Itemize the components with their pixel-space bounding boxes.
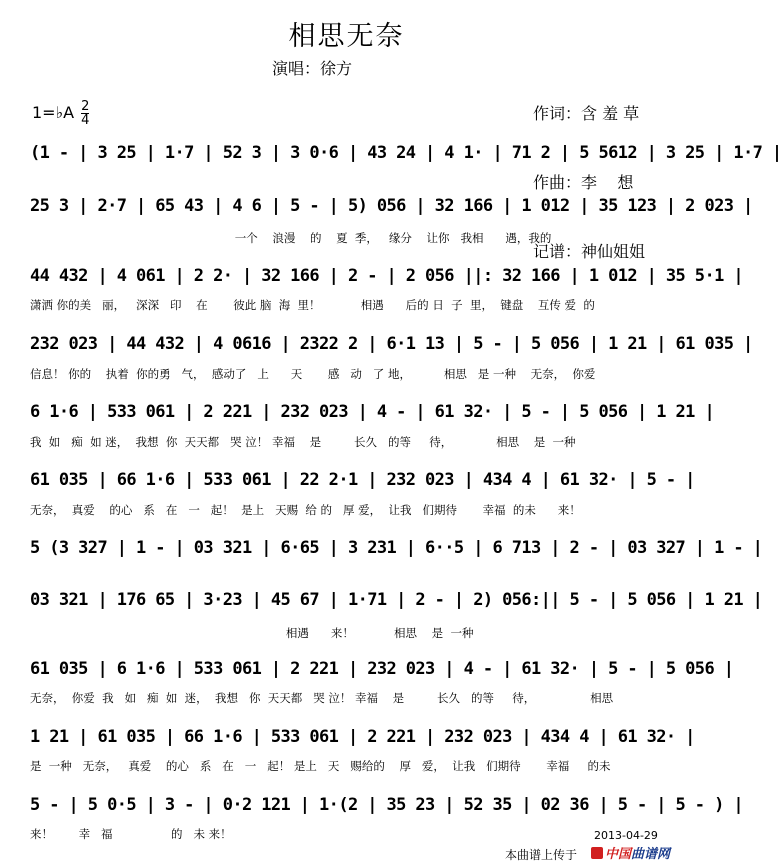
logo-text-china: 中国 bbox=[605, 847, 632, 862]
notation-row-9: 61 035 | 6 1·6 | 533 061 | 2 221 | 232 023 | 4 - | 61 32· | 5 - | 5 056 | bbox=[30, 659, 734, 679]
lyrics-row-10: 是 一种 无奈， 真爱 的心 系 在 一 起！ 是上 天 赐给的 厚 爱， 让我 们期待 幸福 的未 bbox=[30, 759, 611, 773]
upload-note: 本曲谱上传于 bbox=[505, 848, 578, 862]
key-signature bbox=[32, 100, 89, 127]
lyrics-row-6: 无奈， 真爱 的心 系 在 一 起！ 是上 天赐 给 的 厚 爱， 让我 们期待 幸福 的未 来！ bbox=[30, 503, 581, 517]
notation-row-7: 5 (3 327 | 1 - | 03 321 | 6·65 | 3 231 | 6··5 | 6 713 | 2 - | 03 327 | 1 - | bbox=[30, 538, 763, 558]
notation-row-2: 25 3 | 2·7 | 65 43 | 4 6 | 5 - | 5) 056 | 32 166 | 1 012 | 35 123 | 2 023 | bbox=[30, 196, 753, 216]
logo-icon bbox=[591, 847, 603, 859]
notation-row-6: 61 035 | 66 1·6 | 533 061 | 22 2·1 | 232 023 | 434 4 | 61 32· | 5 - | bbox=[30, 470, 695, 490]
lyrics-row-9: 无奈， 你爱 我 如 痴 如 迷， 我想 你 天天都 哭 泣！ 幸福 是 长久 的等 待， 相思 bbox=[30, 691, 614, 705]
composer-credit: 作曲：李 想 bbox=[533, 173, 634, 192]
key-label: 1=♭A bbox=[32, 103, 75, 122]
transcriber-credit: 记谱：神仙姐姐 bbox=[533, 242, 646, 261]
time-signature bbox=[81, 100, 89, 127]
notation-row-4: 232 023 | 44 432 | 4 0616 | 2322 2 | 6·1 13 | 5 - | 5 056 | 1 21 | 61 035 | bbox=[30, 334, 753, 354]
lyrics-row-11: 来！ 幸 福 的 未 来！ bbox=[30, 827, 232, 841]
site-logo[interactable] bbox=[591, 843, 670, 862]
logo-text-site: 曲谱网 bbox=[631, 847, 671, 862]
lyrics-row-8: 相遇 来！ 相思 是 一种 bbox=[30, 626, 474, 640]
lyrics-row-2: 一个 浪漫 的 夏 季， 缘分 让你 我相 遇，我的 bbox=[30, 231, 552, 245]
notation-row-11: 5 - | 5 0·5 | 3 - | 0·2 121 | 1·(2 | 35 23 | 52 35 | 02 36 | 5 - | 5 - ) | bbox=[30, 795, 743, 815]
notation-row-10: 1 21 | 61 035 | 66 1·6 | 533 061 | 2 221 | 232 023 | 434 4 | 61 32· | bbox=[30, 727, 695, 747]
singer-line: 演唱：徐方 bbox=[272, 59, 353, 78]
notation-row-3: 44 432 | 4 061 | 2 2· | 32 166 | 2 - | 2 056 ||: 32 166 | 1 012 | 35 5·1 | bbox=[30, 266, 743, 286]
upload-date: 2013-04-29 bbox=[594, 829, 658, 842]
time-numerator: 2 bbox=[81, 99, 90, 114]
song-title: 相思无奈 bbox=[288, 21, 405, 52]
notation-row-5: 6 1·6 | 533 061 | 2 221 | 232 023 | 4 - | 61 32· | 5 - | 5 056 | 1 21 | bbox=[30, 402, 715, 422]
lyrics-row-4: 信息！ 你的 执着 你的勇 气， 感动了 上 天 感 动 了 地， 相思 是 一种 无奈， 你爱 bbox=[30, 367, 596, 381]
credits-block bbox=[533, 56, 645, 286]
time-denominator: 4 bbox=[81, 113, 90, 128]
lyricist-credit: 作词：含 羞 草 bbox=[533, 104, 640, 123]
lyrics-row-5: 我 如 痴 如 迷， 我想 你 天天都 哭 泣！ 幸福 是 长久 的等 待， 相思 是 一种 bbox=[30, 435, 576, 449]
notation-row-8: 03 321 | 176 65 | 3·23 | 45 67 | 1·71 | 2 - | 2) 056:|| 5 - | 5 056 | 1 21 | bbox=[30, 590, 763, 610]
lyrics-row-3: 潇洒 你的美 丽， 深深 印 在 彼此 脑 海 里！ 相遇 后的 日 子 里， 键盘 互传 爱 的 bbox=[30, 298, 595, 312]
notation-row-1: (1 - | 3 25 | 1·7 | 52 3 | 3 0·6 | 43 24 | 4 1· | 71 2 | 5 5612 | 3 25 | 1·7 | bbox=[30, 143, 782, 163]
